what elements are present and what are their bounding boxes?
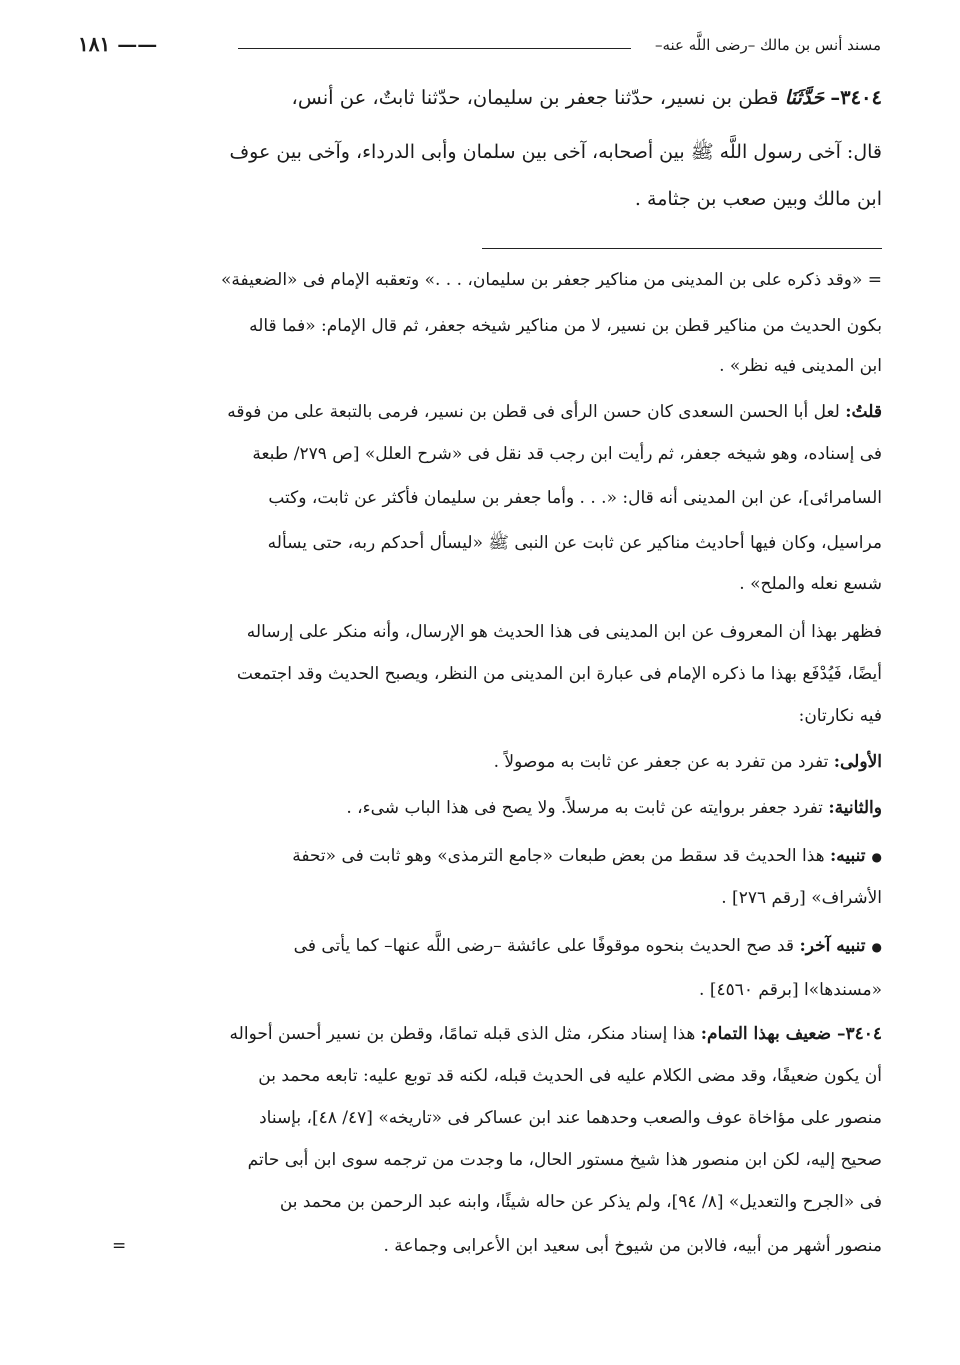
hadith-line-1-rest: قطن بن نسير، حدّثنا جعفر بن سليمان، حدّثنا ثابتٌ، عن أنس، xyxy=(291,86,779,109)
qultu-line-3: السامرائى]، عن ابن المدينى أنه قال: «. . . وأما جعفر بن سليمان فأكثر عن ثابت، وكتب xyxy=(268,488,882,508)
qultu-line-5: شسع نعله والملح» . xyxy=(739,574,882,594)
bullet-icon: ● xyxy=(871,940,882,954)
qultu-label: قلتُ: xyxy=(845,402,882,422)
hadith-line-2: قال: آخى رسول اللَّه ﷺ بين أصحابه، آخى بين سلمان وأبى الدرداء، وآخى بين عوف xyxy=(229,141,882,163)
footnote-separator xyxy=(482,248,882,249)
fazahar-line-3: فيه نكارتان: xyxy=(798,706,882,726)
header-rule xyxy=(238,48,631,49)
fn1-line-3: ابن المدينى فيه نظر» . xyxy=(719,356,882,376)
bullet-icon: ● xyxy=(871,850,882,864)
page-number-value: ١٨١ xyxy=(78,32,111,56)
tanbih2-line-1 xyxy=(294,936,882,956)
grade-line-2: أن يكون ضعيفًا، وقد مضى الكلام عليه فى الحديث قبله، لكنه قد توبع عليه: تابعه محمد بن xyxy=(258,1066,882,1086)
ula-label: الأولى: xyxy=(833,752,882,772)
grade-line-4: صحيح إليه، لكن ابن منصور هذا شيخ مستور الحال، ما وجدت من ترجمه سوى ابن أبى حاتم xyxy=(247,1150,882,1170)
qultu-line-2: فى إسناده، وهو شيخه جعفر، ثم رأيت ابن رجب قد نقل فى «شرح العلل» [ص ٢٧٩/ طبعة xyxy=(252,444,882,464)
tanbih-line-1 xyxy=(292,846,882,866)
hadith-line-3: ابن مالك وبين صعب بن جثامة . xyxy=(634,188,882,210)
grade-label: ٣٤٠٤– ضعيف بهذا التمام: xyxy=(700,1024,882,1044)
haddathana: حَدَّثَنَا xyxy=(784,86,825,109)
ula-line xyxy=(494,752,882,772)
qultu-line-1 xyxy=(227,402,882,422)
thaniya-line xyxy=(346,798,882,818)
tanbih2-line-1-text: قد صح الحديث بنحوه موقوفًا على عائشة –رضى اللَّه عنها– كما يأتى فى xyxy=(293,936,795,956)
thaniya-text: تفرد جعفر بروايته عن ثابت به مرسلاً. ولا يصح فى هذا الباب شىء، . xyxy=(346,798,823,818)
grade-line-3: منصور على مؤاخاة عوف والصعب وحدهما عند ابن عساكر فى «تاريخه» [٤٧/ ٤٨]، بإسناد xyxy=(259,1108,882,1128)
tanbih-line-1-text: هذا الحديث قد سقط من بعض طبعات «جامع الترمذى» وهو ثابت فى «تحفة xyxy=(292,846,825,866)
page-number: —— ١٨١ xyxy=(78,32,158,56)
grade-line-6: منصور أشهر من أبيه، فالابن من شيوخ أبى سعيد ابن الأعرابى وجماعة . xyxy=(383,1236,882,1256)
qultu-line-4: مراسيل، وكان فيها أحاديث مناكير عن ثابت عن النبى ﷺ «ليسأل أحدكم ربه، حتى يسأله xyxy=(267,533,882,553)
running-header xyxy=(78,32,881,62)
tanbih-line-2: الأشراف» [رقم ٢٧٦] . xyxy=(721,888,882,908)
hadith-number: ٣٤٠٤– xyxy=(830,86,882,109)
fn1-line-1: = «وقد ذكره على بن المدينى من مناكير جعفر بن سليمان، . . .» وتعقبه الإمام فى «الضعيفة» xyxy=(220,270,882,290)
running-title: مسند أنس بن مالك –رضى اللَّه عنه– xyxy=(654,36,881,54)
tanbih2-label: تنبيه آخر: xyxy=(799,936,866,956)
thaniya-label: والثانية: xyxy=(828,798,882,818)
tanbih-label: تنبيه: xyxy=(830,846,866,866)
qultu-line-1-text: لعل أبا الحسن السعدى كان حسن الرأى فى قطن بن نسير، فرمى بالتبعة على من فوقه xyxy=(227,402,840,422)
grade-line-1 xyxy=(230,1024,882,1044)
fazahar-line-2: أيضًا، فَيُدْفَع بهذا ما ذكره الإمام فى عبارة ابن المدينى من النظر، ويصبح الحديث وقد اجتمعت xyxy=(236,664,882,684)
grade-line-1-text: هذا إسناد منكر، مثل الذى قبله تمامًا، وقطن بن نسير أحسن أحواله xyxy=(229,1024,696,1044)
fn1-line-2: بكون الحديث من مناكير قطن بن نسير، لا من مناكير شيخه جعفر، ثم قال الإمام: «فما قاله xyxy=(249,316,882,336)
ula-text: تفرد من تفرد به عن جعفر عن ثابت به موصولاً . xyxy=(493,752,829,772)
hadith-line-1 xyxy=(292,86,882,109)
grade-line-5: فى «الجرح والتعديل» [٨/ ٩٤]، ولم يذكر عن حاله شيئًا، وابنه عبد الرحمن بن محمد بن xyxy=(279,1192,882,1212)
tanbih2-line-2: «مسندها»ا [برقم ٤٥٦٠] . xyxy=(699,980,882,1000)
continuation-mark: = xyxy=(112,1236,127,1256)
fazahar-line-1: فظهر بهذا أن المعروف عن ابن المدينى فى هذا الحديث هو الإرسال، وأنه منكر على إرساله xyxy=(246,622,882,642)
